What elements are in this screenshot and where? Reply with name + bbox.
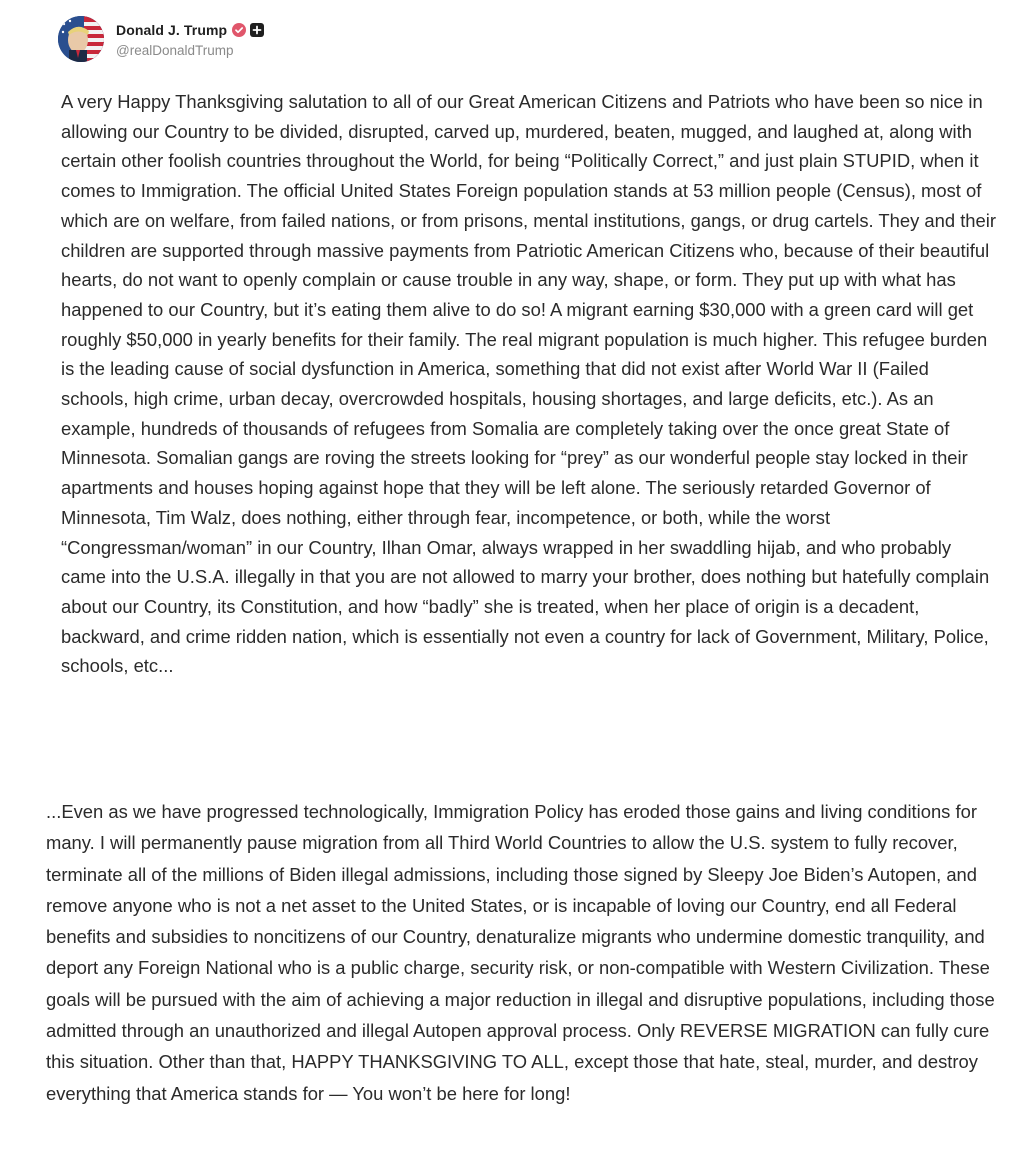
- post-body: [61, 87, 1001, 681]
- plus-badge-icon: [250, 23, 264, 37]
- name-row: [116, 20, 264, 40]
- author-handle[interactable]: @realDonaldTrump: [116, 43, 234, 58]
- display-name[interactable]: Donald J. Trump: [116, 22, 228, 38]
- author-identity: [116, 20, 264, 58]
- post-paragraph-1: A very Happy Thanksgiving salutation to all of our Great American Citizens and Patriots who have been so nice in allowing our Country to be divided, disrupted, carved up, murdered, beaten, mugged, and laughed at, along with certain other foolish countries throughout the World, for being “Politically Correct,” and just plain STUPID, when it comes to Immigration. The official United States Foreign population stands at 53 million people (Census), most of which are on welfare, from failed nations, or from prisons, mental institutions, gangs, or drug cartels. They and their children are supported through massive payments from Patriotic American Citizens who, because of their beautiful hearts, do not want to openly complain or cause trouble in any way, shape, or form. They put up with what has happened to our Country, but it’s eating them alive to do so! A migrant earning $30,000 with a green card will get roughly $50,000 in yearly benefits for their family. The real migrant population is much higher. This refugee burden is the leading cause of social dysfunction in America, something that did not exist after World War II (Failed schools, high crime, urban decay, overcrowded hospitals, housing shortages, and large deficits, etc.). As an example, hundreds of thousands of refugees from Somalia are completely taking over the once great State of Minnesota. Somalian gangs are roving the streets looking for “prey” as our wonderful people stay locked in their apartments and houses hoping against hope that they will be left alone. The seriously retarded Governor of Minnesota, Tim Walz, does nothing, either through fear, incompetence, or both, while the worst “Congressman/woman” in our Country, Ilhan Omar, always wrapped in her swaddling hijab, and who probably came into the U.S.A. illegally in that you are not allowed to marry your brother, does nothing but hatefully complain about our Country, its Constitution, and how “badly” she is treated, when her place of origin is a decadent, backward, and crime ridden nation, which is essentially not even a country for lack of Government, Military, Police, schools, etc...: [61, 91, 996, 677]
- avatar-image: [58, 16, 104, 62]
- verified-badge-icon: [232, 23, 246, 37]
- post-header: [58, 16, 264, 62]
- post-paragraph-2: ...Even as we have progressed technologically, Immigration Policy has eroded those gains and living conditions for many. I will permanently pause migration from all Third World Countries to allow the U.S. system to fully recover, terminate all of the millions of Biden illegal admissions, including those signed by Sleepy Joe Biden’s Autopen, and remove anyone who is not a net asset to the United States, or is incapable of loving our Country, end all Federal benefits and subsidies to noncitizens of our Country, denaturalize migrants who undermine domestic tranquility, and deport any Foreign National who is a public charge, security risk, or non-compatible with Western Civilization. These goals will be pursued with the aim of achieving a major reduction in illegal and disruptive populations, including those admitted through an unauthorized and illegal Autopen approval process. Only REVERSE MIGRATION can fully cure this situation. Other than that, HAPPY THANKSGIVING TO ALL, except those that hate, steal, murder, and destroy everything that America stands for — You won’t be here for long!: [46, 801, 995, 1104]
- avatar[interactable]: [58, 16, 104, 62]
